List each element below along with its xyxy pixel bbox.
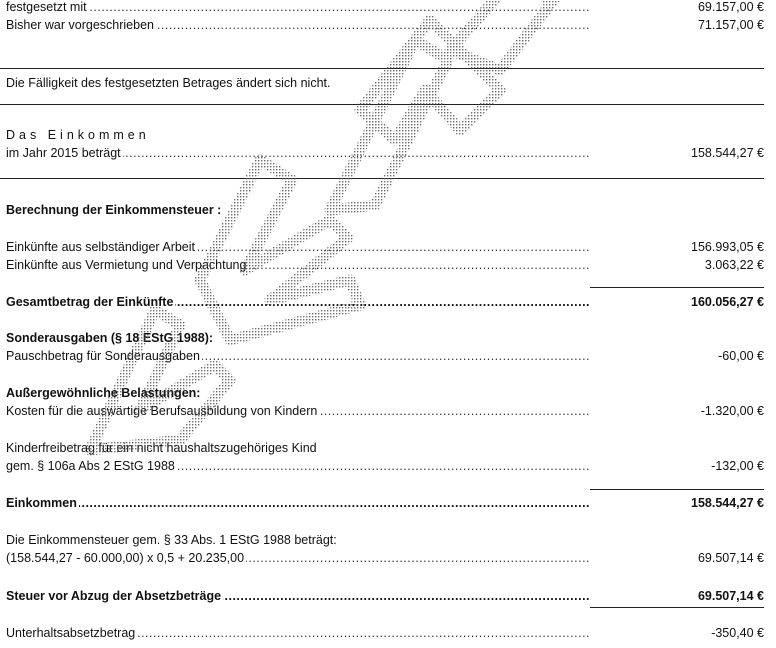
kinderfreibetrag-value: -132,00 € (711, 459, 764, 473)
bisher-value: 71.157,00 € (697, 18, 764, 32)
einkuenfte-value: 156.993,05 € (691, 240, 764, 254)
aussergewoehnliche-value: -1.320,00 € (700, 404, 764, 418)
festgesetzt-value: 69.157,00 € (697, 0, 764, 14)
aussergewoehnliche-title: Außergewöhnliche Belastungen: (6, 386, 201, 400)
steuer-calc-row (6, 551, 764, 566)
divider (0, 178, 764, 179)
kinderfreibetrag-line1: Kinderfreibetrag für ein nicht haushaltszugehöriges Kind (6, 441, 317, 455)
einkuenfte-label: Einkünfte aus Vermietung und Verpachtung (6, 258, 247, 272)
einkommen-jahr-label: im Jahr 2015 beträgt (6, 146, 121, 160)
sum-rule (590, 489, 764, 490)
einkommen-title: Das Einkommen (6, 128, 150, 142)
festgesetzt-label: festgesetzt mit (6, 0, 87, 14)
sonderausgaben-title: Sonderausgaben (§ 18 EStG 1988): (6, 331, 214, 345)
aussergewoehnliche-label: Kosten für die auswärtige Berufsausbildung von Kindern (6, 404, 318, 418)
steuer-calc-value: 69.507,14 € (697, 551, 764, 565)
einkuenfte-value: 3.063,22 € (704, 258, 764, 272)
sum-rule (590, 607, 764, 608)
einkuenfte-label: Einkünfte aus selbständiger Arbeit (6, 240, 196, 254)
kinderfreibetrag-label: gem. § 106a Abs 2 EStG 1988 (6, 459, 175, 473)
sum-rule (590, 287, 764, 288)
einkuenfte-row-0 (6, 240, 764, 255)
kinderfreibetrag-row (6, 459, 764, 474)
bisher-label: Bisher war vorgeschrieben (6, 18, 154, 32)
steuer-vor-abzug-row (6, 589, 764, 604)
einkuenfte-row-1 (6, 258, 764, 273)
leader-dots (6, 0, 589, 15)
einkommen-total-label: Einkommen (6, 496, 77, 510)
faelligkeit-note: Die Fälligkeit des festgesetzten Betrages ändert sich nicht. (6, 76, 331, 90)
gesamtbetrag-label: Gesamtbetrag der Einkünfte (6, 295, 174, 309)
steuer-vor-abzug-value: 69.507,14 € (697, 589, 764, 603)
einkommen-jahr-row (6, 146, 764, 161)
unterhalt-value: -350,40 € (711, 626, 764, 640)
festgesetzt-row (6, 0, 764, 15)
aussergewoehnliche-row (6, 404, 764, 419)
steuer-vor-abzug-label: Steuer vor Abzug der Absetzbeträge (6, 589, 222, 603)
berechnung-title: Berechnung der Einkommensteuer : (6, 203, 222, 217)
einkommen-total-row (6, 496, 764, 511)
leader-dots (6, 496, 589, 511)
sonderausgaben-label: Pauschbetrag für Sonderausgaben (6, 349, 200, 363)
divider (0, 68, 764, 69)
steuer-calc-line1: Die Einkommensteuer gem. § 33 Abs. 1 EStG 1988 beträgt: (6, 533, 337, 547)
sonderausgaben-row (6, 349, 764, 364)
gesamtbetrag-value: 160.056,27 € (691, 295, 764, 309)
unterhalt-row (6, 626, 764, 641)
gesamtbetrag-row (6, 295, 764, 310)
divider (0, 104, 764, 105)
bisher-row (6, 18, 764, 33)
einkommen-total-value: 158.544,27 € (691, 496, 764, 510)
einkommen-jahr-value: 158.544,27 € (691, 146, 764, 160)
steuer-calc-label: (158.544,27 - 60.000,00) x 0,5 + 20.235,00 (6, 551, 245, 565)
sonderausgaben-value: -60,00 € (718, 349, 764, 363)
unterhalt-label: Unterhaltsabsetzbetrag (6, 626, 136, 640)
